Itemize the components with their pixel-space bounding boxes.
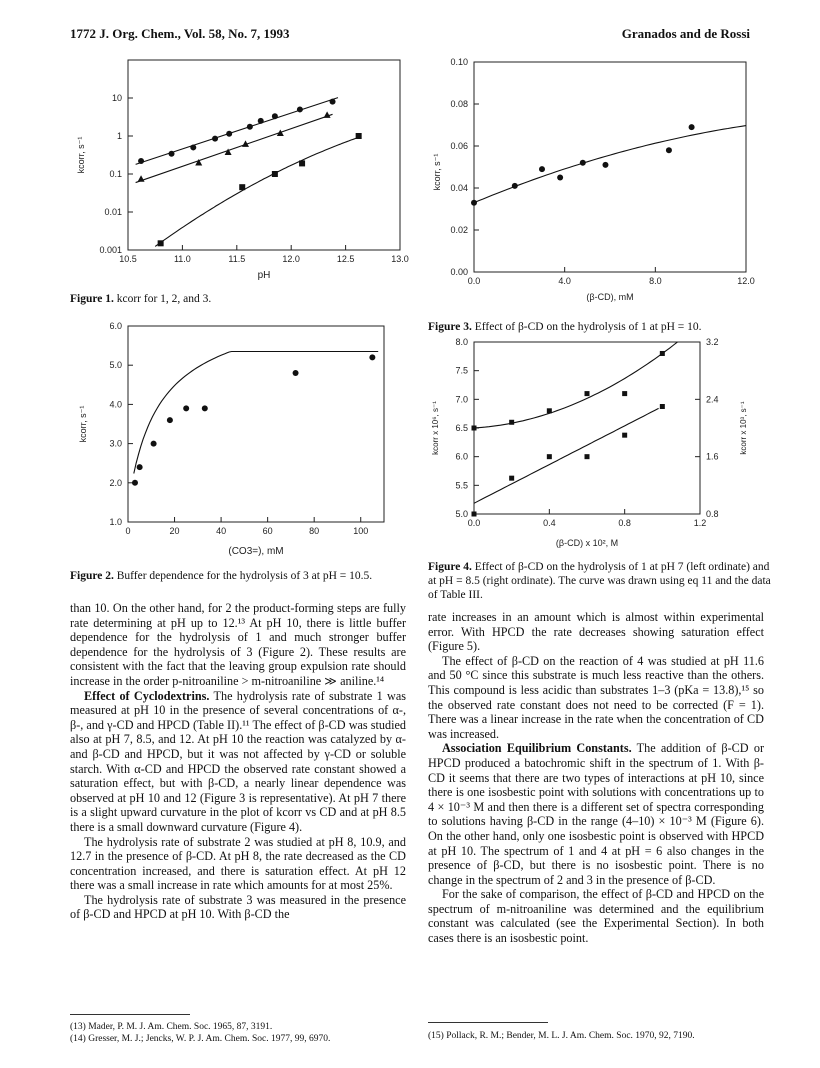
y2-tick-label: 2.4	[706, 394, 719, 405]
y-axis-label-right: kcorr x 10³, s⁻¹	[739, 401, 748, 455]
y-tick-label: 7.0	[455, 394, 468, 405]
paragraph: The hydrolysis rate of substrate 2 was studied at pH 8, 10.9, and 12.7 in the presence of β-CD. At pH 8, the rate decreased as the CD concentration increased, and there is saturation effect. At pH 12 there was a small increase in rate which amounts for at most 25%.	[70, 834, 406, 893]
y-axis-label: kcorr, s⁻¹	[78, 405, 88, 443]
paragraph: rate increases in an amount which is almost within experimental error. With HPCD the rate decreases showing saturation effect (Figure 5).	[428, 610, 764, 654]
y-tick-label: 0.001	[99, 245, 122, 255]
x-tick-label: 100	[353, 526, 369, 536]
figure-4-caption: Figure 4. Effect of β-CD on the hydrolysis of 1 at pH 7 (left ordinate) and at pH = 8.5 (right ordinate). The curve was drawn using eq 11 and the data of Table III.	[428, 561, 771, 601]
data-point-square	[299, 160, 305, 166]
data-point-circle	[297, 106, 303, 112]
data-point-circle	[167, 417, 173, 423]
running-header-right: Granados and de Rossi	[621, 26, 750, 41]
y-tick-label: 7.5	[455, 365, 468, 376]
x-axis-label: pH	[257, 270, 271, 281]
x-tick-label: 8.0	[649, 276, 662, 286]
data-point-left	[509, 420, 514, 425]
data-point-circle	[369, 354, 375, 360]
figure-1-plot	[70, 52, 410, 284]
fit-line-right	[474, 408, 659, 503]
y2-tick-label: 0.8	[706, 509, 719, 519]
data-point-square	[272, 171, 278, 177]
y-axis-label: kcorr, s⁻¹	[432, 153, 442, 191]
data-point-circle	[557, 175, 563, 181]
data-point-circle	[132, 480, 138, 486]
footnote-rule	[428, 1022, 548, 1023]
figure-2-caption: Figure 2. Buffer dependence for the hydrolysis of 3 at pH = 10.5.	[70, 570, 373, 582]
figure-1-caption: Figure 1. kcorr for 1, 2, and 3.	[70, 293, 212, 305]
data-point-left	[585, 391, 590, 396]
data-point-circle	[580, 160, 586, 166]
data-point-circle	[689, 124, 695, 130]
y-tick-label: 4.0	[109, 399, 122, 410]
data-point-circle	[247, 124, 253, 130]
y-tick-label: 0.04	[450, 183, 468, 193]
data-point-right	[622, 433, 627, 438]
x-axis-label: (β-CD) x 10², M	[555, 538, 619, 548]
y-tick-label: 6.0	[455, 451, 468, 462]
y-tick-label: 5.0	[109, 360, 122, 371]
fit-curve-left	[474, 342, 677, 428]
paragraph: Association Equilibrium Constants. The addition of β-CD or HPCD produced a batochromic shift in the spectrum of 1. With β-CD it seems that there are two types of interactions at pH 10, since there is one isosbestic point with solutions with concentrations up to 4 × 10⁻³ M and then there is a different set of spectra corresponding to solutions having β-CD in the range (4–10) × 10⁻³ M (Figure 6). On the other hand, only one isosbestic point is observed with HPCD at pH 10. The spectrum of 1 and 4 at pH = 6 also changes in the presence of β-CD, but there is no isosbestic point. There is no change in the spectrum of 2 and 3 in the presence of β-CD.	[428, 741, 765, 887]
x-tick-label: 4.0	[558, 276, 571, 286]
data-point-circle	[258, 118, 264, 124]
y-axis-label-left: kcorr x 10⁶, s⁻¹	[431, 401, 440, 455]
y-tick-label: 0.08	[450, 99, 468, 109]
figure-3-caption: Figure 3. Effect of β-CD on the hydrolysis of 1 at pH = 10.	[428, 321, 702, 333]
data-point-square	[158, 240, 164, 246]
data-point-circle	[293, 370, 299, 376]
y-tick-label: 5.0	[455, 509, 468, 519]
data-point-circle	[183, 405, 189, 411]
x-tick-label: 80	[309, 526, 320, 536]
data-point-left	[622, 391, 627, 396]
data-point-circle	[138, 158, 144, 164]
data-point-circle	[190, 144, 196, 150]
series-curve	[155, 137, 360, 247]
data-point-circle	[137, 464, 143, 470]
y-tick-label: 3.0	[109, 438, 122, 449]
y-tick-label: 1.0	[109, 517, 122, 527]
y-tick-label: 0.1	[109, 169, 122, 179]
y-tick-label: 6.0	[109, 321, 122, 331]
data-point-triangle	[138, 175, 145, 181]
left-column-text	[70, 601, 406, 922]
x-tick-label: 1.2	[693, 518, 707, 528]
y-tick-label: 5.5	[455, 480, 468, 491]
series-line	[136, 98, 338, 165]
data-point-circle	[512, 183, 518, 189]
footnotes-left	[70, 1021, 410, 1045]
data-point-circle	[202, 405, 208, 411]
paragraph: The hydrolysis rate of substrate 3 was measured in the presence of β-CD and HPCD at pH 10. With β-CD the	[70, 892, 406, 922]
x-tick-label: 0.4	[543, 518, 556, 528]
x-tick-label: 13.0	[391, 254, 409, 264]
running-header-left: 1772 J. Org. Chem., Vol. 58, No. 7, 1993	[70, 26, 290, 41]
x-tick-label: 12.0	[282, 254, 300, 264]
x-tick-label: 12.5	[336, 254, 355, 264]
y-tick-label: 0.02	[450, 225, 468, 235]
x-tick-label: 0	[125, 526, 131, 536]
y-tick-label: 6.5	[455, 423, 468, 433]
y2-tick-label: 1.6	[706, 451, 719, 462]
y2-tick-label: 3.2	[706, 337, 719, 347]
data-point-circle	[226, 131, 232, 137]
y-tick-label: 0.10	[450, 57, 468, 67]
x-tick-label: 60	[262, 526, 273, 536]
data-point-circle	[169, 151, 175, 157]
data-point-square	[356, 133, 362, 139]
y-tick-label: 0.06	[450, 141, 468, 151]
paragraph: Effect of Cyclodextrins. The hydrolysis rate of substrate 1 was measured at pH 10 in the presence of several concentrations of α-, β-, and γ-CD and HPCD (Table II).¹¹ The effect of β-CD was studied also at pH 7, 8.5, and 12. At pH 10 the reaction was catalyzed by α- and β-CD and HPCD, but it was not affected by γ-CD or soluble starch. With α-CD and HPCD the observed rate constant showed a saturation effect, but with β-CD, a nearly linear dependence was observed at pH 10 and 12 (Figure 3 is representative). At pH 7 there is a slight upward curvature in the plot of kcorr vs CD and at pH 8.5 there is a small downward curvature (Figure 4).	[70, 688, 406, 834]
data-point-circle	[212, 136, 218, 142]
fit-curve	[134, 352, 378, 474]
series-line	[136, 114, 333, 182]
data-point-circle	[471, 200, 477, 206]
y-tick-label: 2.0	[109, 477, 122, 488]
footnote: (14) Gresser, M. J.; Jencks, W. P. J. Am. Chem. Soc. 1977, 99, 6970.	[70, 1034, 331, 1044]
x-tick-label: 10.5	[119, 254, 137, 264]
plot-frame	[128, 326, 384, 522]
fit-curve	[474, 126, 746, 203]
x-axis-label: (CO3=), mM	[228, 546, 284, 557]
data-point-circle	[272, 113, 278, 119]
data-point-circle	[151, 441, 157, 447]
footnote: (13) Mader, P. M. J. Am. Chem. Soc. 1965, 87, 3191.	[70, 1022, 273, 1032]
data-point-circle	[602, 162, 608, 168]
y-tick-label: 0.00	[450, 267, 468, 277]
data-point-right	[472, 512, 477, 517]
x-tick-label: 0.0	[467, 518, 481, 528]
plot-frame	[474, 62, 746, 272]
data-point-circle	[330, 99, 336, 105]
data-point-right	[585, 454, 590, 459]
data-point-left	[660, 351, 665, 356]
data-point-right	[660, 404, 665, 409]
section-heading: Association Equilibrium Constants.	[442, 741, 632, 756]
data-point-circle	[539, 166, 545, 172]
x-tick-label: 40	[216, 526, 227, 536]
figure-2-plot	[70, 318, 400, 558]
plot-frame	[474, 342, 700, 514]
x-tick-label: 0.0	[467, 276, 481, 286]
y-axis-label: kcorr, s⁻¹	[76, 136, 86, 174]
x-tick-label: 12.0	[737, 276, 755, 286]
data-point-square	[239, 184, 245, 190]
section-heading: Effect of Cyclodextrins.	[84, 688, 210, 703]
figure-3-plot	[428, 52, 768, 306]
y-tick-label: 8.0	[455, 337, 468, 347]
footnotes-right	[428, 1030, 768, 1042]
x-tick-label: 11.0	[173, 254, 191, 264]
data-point-circle	[666, 147, 672, 153]
paragraph: The effect of β-CD on the reaction of 4 was studied at pH 11.6 and 50 °C since this substrate is much less reactive than the others. This compound is less acidic than substrates 1–3 (pKa = 13.8),¹⁵ so the observed rate constant does not need to be corrected (F = 1). There was a linear increase in the rate when the concentration of CD was increased.	[428, 653, 764, 741]
data-point-right	[509, 476, 514, 481]
y-tick-label: 10	[111, 93, 122, 103]
y-tick-label: 1	[116, 131, 122, 141]
x-tick-label: 0.8	[618, 518, 631, 528]
x-tick-label: 11.5	[228, 254, 246, 264]
paragraph: For the sake of comparison, the effect of β-CD and HPCD on the spectrum of m-nitroaniline was determined and the equilibrium constant was calculated (see the Experimental Section). In both cases there is an isosbestic point.	[428, 887, 764, 946]
y-tick-label: 0.01	[104, 207, 122, 217]
data-point-right	[547, 454, 552, 459]
data-point-left	[472, 426, 477, 431]
x-axis-label: (β-CD), mM	[586, 292, 634, 302]
data-point-left	[547, 408, 552, 413]
data-point-triangle	[324, 111, 331, 118]
footnote: (15) Pollack, R. M.; Bender, M. L. J. Am. Chem. Soc. 1970, 92, 7190.	[428, 1031, 695, 1041]
right-column-text	[428, 610, 764, 946]
figure-4-plot	[428, 336, 768, 556]
footnote-rule	[70, 1014, 190, 1015]
x-tick-label: 20	[169, 526, 180, 536]
paragraph: than 10. On the other hand, for 2 the product-forming steps are fully rate determining at pH up to 12.¹³ At pH 10, there is little buffer dependence for the hydrolysis of 1 and much stronger buffer dependence for the hydrolysis of 3 (Figure 2). These results are consistent with the fact that the leaving group expulsion rate should increase in the order p-nitroaniline > m-nitroaniline ≫ aniline.¹⁴	[70, 601, 406, 688]
